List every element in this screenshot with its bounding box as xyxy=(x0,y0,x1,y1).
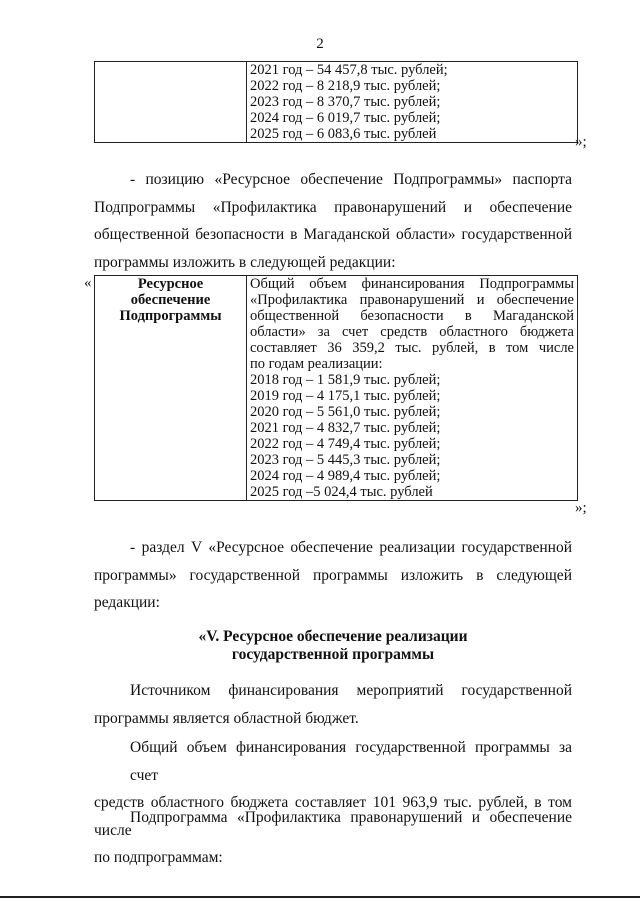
table2-line: общественной безопасности в Магаданской xyxy=(250,308,574,324)
table1-right-cell xyxy=(247,62,578,143)
table2-line: 2024 год – 4 989,4 тыс. рублей; xyxy=(250,468,441,484)
table2-header-line: обеспечение xyxy=(130,292,211,308)
table2-line: 2020 год – 5 561,0 тыс. рублей; xyxy=(250,404,441,420)
table2-line: 2022 год – 4 749,4 тыс. рублей; xyxy=(250,436,441,452)
table2-line: «Профилактика правонарушений и обеспечение xyxy=(250,292,574,308)
paragraph-line: редакции: xyxy=(94,594,160,611)
heading-line: «V. Ресурсное обеспечение реализации xyxy=(198,628,468,645)
paragraph-line: Подпрограмма «Профилактика правонарушений и обеспечение xyxy=(130,809,572,826)
table2-close-quote: »; xyxy=(575,500,587,516)
paragraph-total-funding xyxy=(94,734,572,872)
paragraph-line: Общий объем финансирования государственной программы за счет xyxy=(130,739,572,784)
paragraph-line: средств областного бюджета составляет 101 963,9 тыс. рублей, в том числе xyxy=(94,794,572,839)
page-number: 2 xyxy=(316,36,324,52)
table2-header-cell xyxy=(95,276,247,501)
table2-line: по годам реализации: xyxy=(250,356,383,372)
paragraph-line: - позицию «Ресурсное обеспечение Подпрограммы» паспорта xyxy=(130,171,572,188)
table1-line: 2023 год – 8 370,7 тыс. рублей; xyxy=(250,94,441,110)
table2-line: 2018 год – 1 581,9 тыс. рублей; xyxy=(250,372,441,388)
table1-line: 2025 год – 6 083,6 тыс. рублей xyxy=(250,126,437,142)
table2-line: области» за счет средств областного бюджета xyxy=(250,324,574,340)
paragraph-line: по подпрограммам: xyxy=(94,849,223,866)
paragraph-line: Подпрограммы «Профилактика правонарушений и обеспечение xyxy=(94,198,572,216)
table1-close-quote: »; xyxy=(575,134,587,150)
table2-line: 2019 год – 4 175,1 тыс. рублей; xyxy=(250,388,441,404)
table1-line: 2021 год – 54 457,8 тыс. рублей; xyxy=(250,62,448,78)
paragraph-line: программы изложить в следующей редакции: xyxy=(94,253,396,271)
paragraph-subprogram xyxy=(94,804,572,832)
paragraph-line: Источником финансирования мероприятий государственной xyxy=(130,682,572,699)
paragraph-position-change xyxy=(94,166,572,276)
table2-line: составляет 36 359,2 тыс. рублей, в том числе xyxy=(250,340,574,356)
section-heading xyxy=(94,628,572,664)
paragraph-section-change xyxy=(94,534,572,617)
table2-line: 2021 год – 4 832,7 тыс. рублей; xyxy=(250,420,441,436)
page-bottom-rule xyxy=(0,896,640,898)
table1-line: 2022 год – 8 218,9 тыс. рублей; xyxy=(250,78,441,94)
table2-line: 2023 год – 5 445,3 тыс. рублей; xyxy=(250,452,441,468)
table2-content-cell xyxy=(247,276,578,501)
funding-table-continuation xyxy=(94,61,578,143)
paragraph-line: программы» государственной программы изложить в следующей xyxy=(94,566,572,584)
table2-header-line: Подпрограммы xyxy=(119,308,222,324)
paragraph-funding-source xyxy=(94,677,572,732)
paragraph-line: программы является областной бюджет. xyxy=(94,709,359,727)
table2-open-quote: « xyxy=(84,275,92,291)
resource-provision-table xyxy=(94,275,578,501)
table2-line: Общий объем финансирования Подпрограммы xyxy=(250,276,574,292)
heading-line: государственной программы xyxy=(231,646,435,663)
table1-left-cell xyxy=(95,62,247,143)
paragraph-line: - раздел V «Ресурсное обеспечение реализации государственной xyxy=(130,539,572,556)
table2-header-line: Ресурсное xyxy=(137,276,204,292)
table1-line: 2024 год – 6 019,7 тыс. рублей; xyxy=(250,110,441,126)
table2-line: 2025 год –5 024,4 тыс. рублей xyxy=(250,484,433,500)
paragraph-line: общественной безопасности в Магаданской области» государственной xyxy=(94,226,572,243)
